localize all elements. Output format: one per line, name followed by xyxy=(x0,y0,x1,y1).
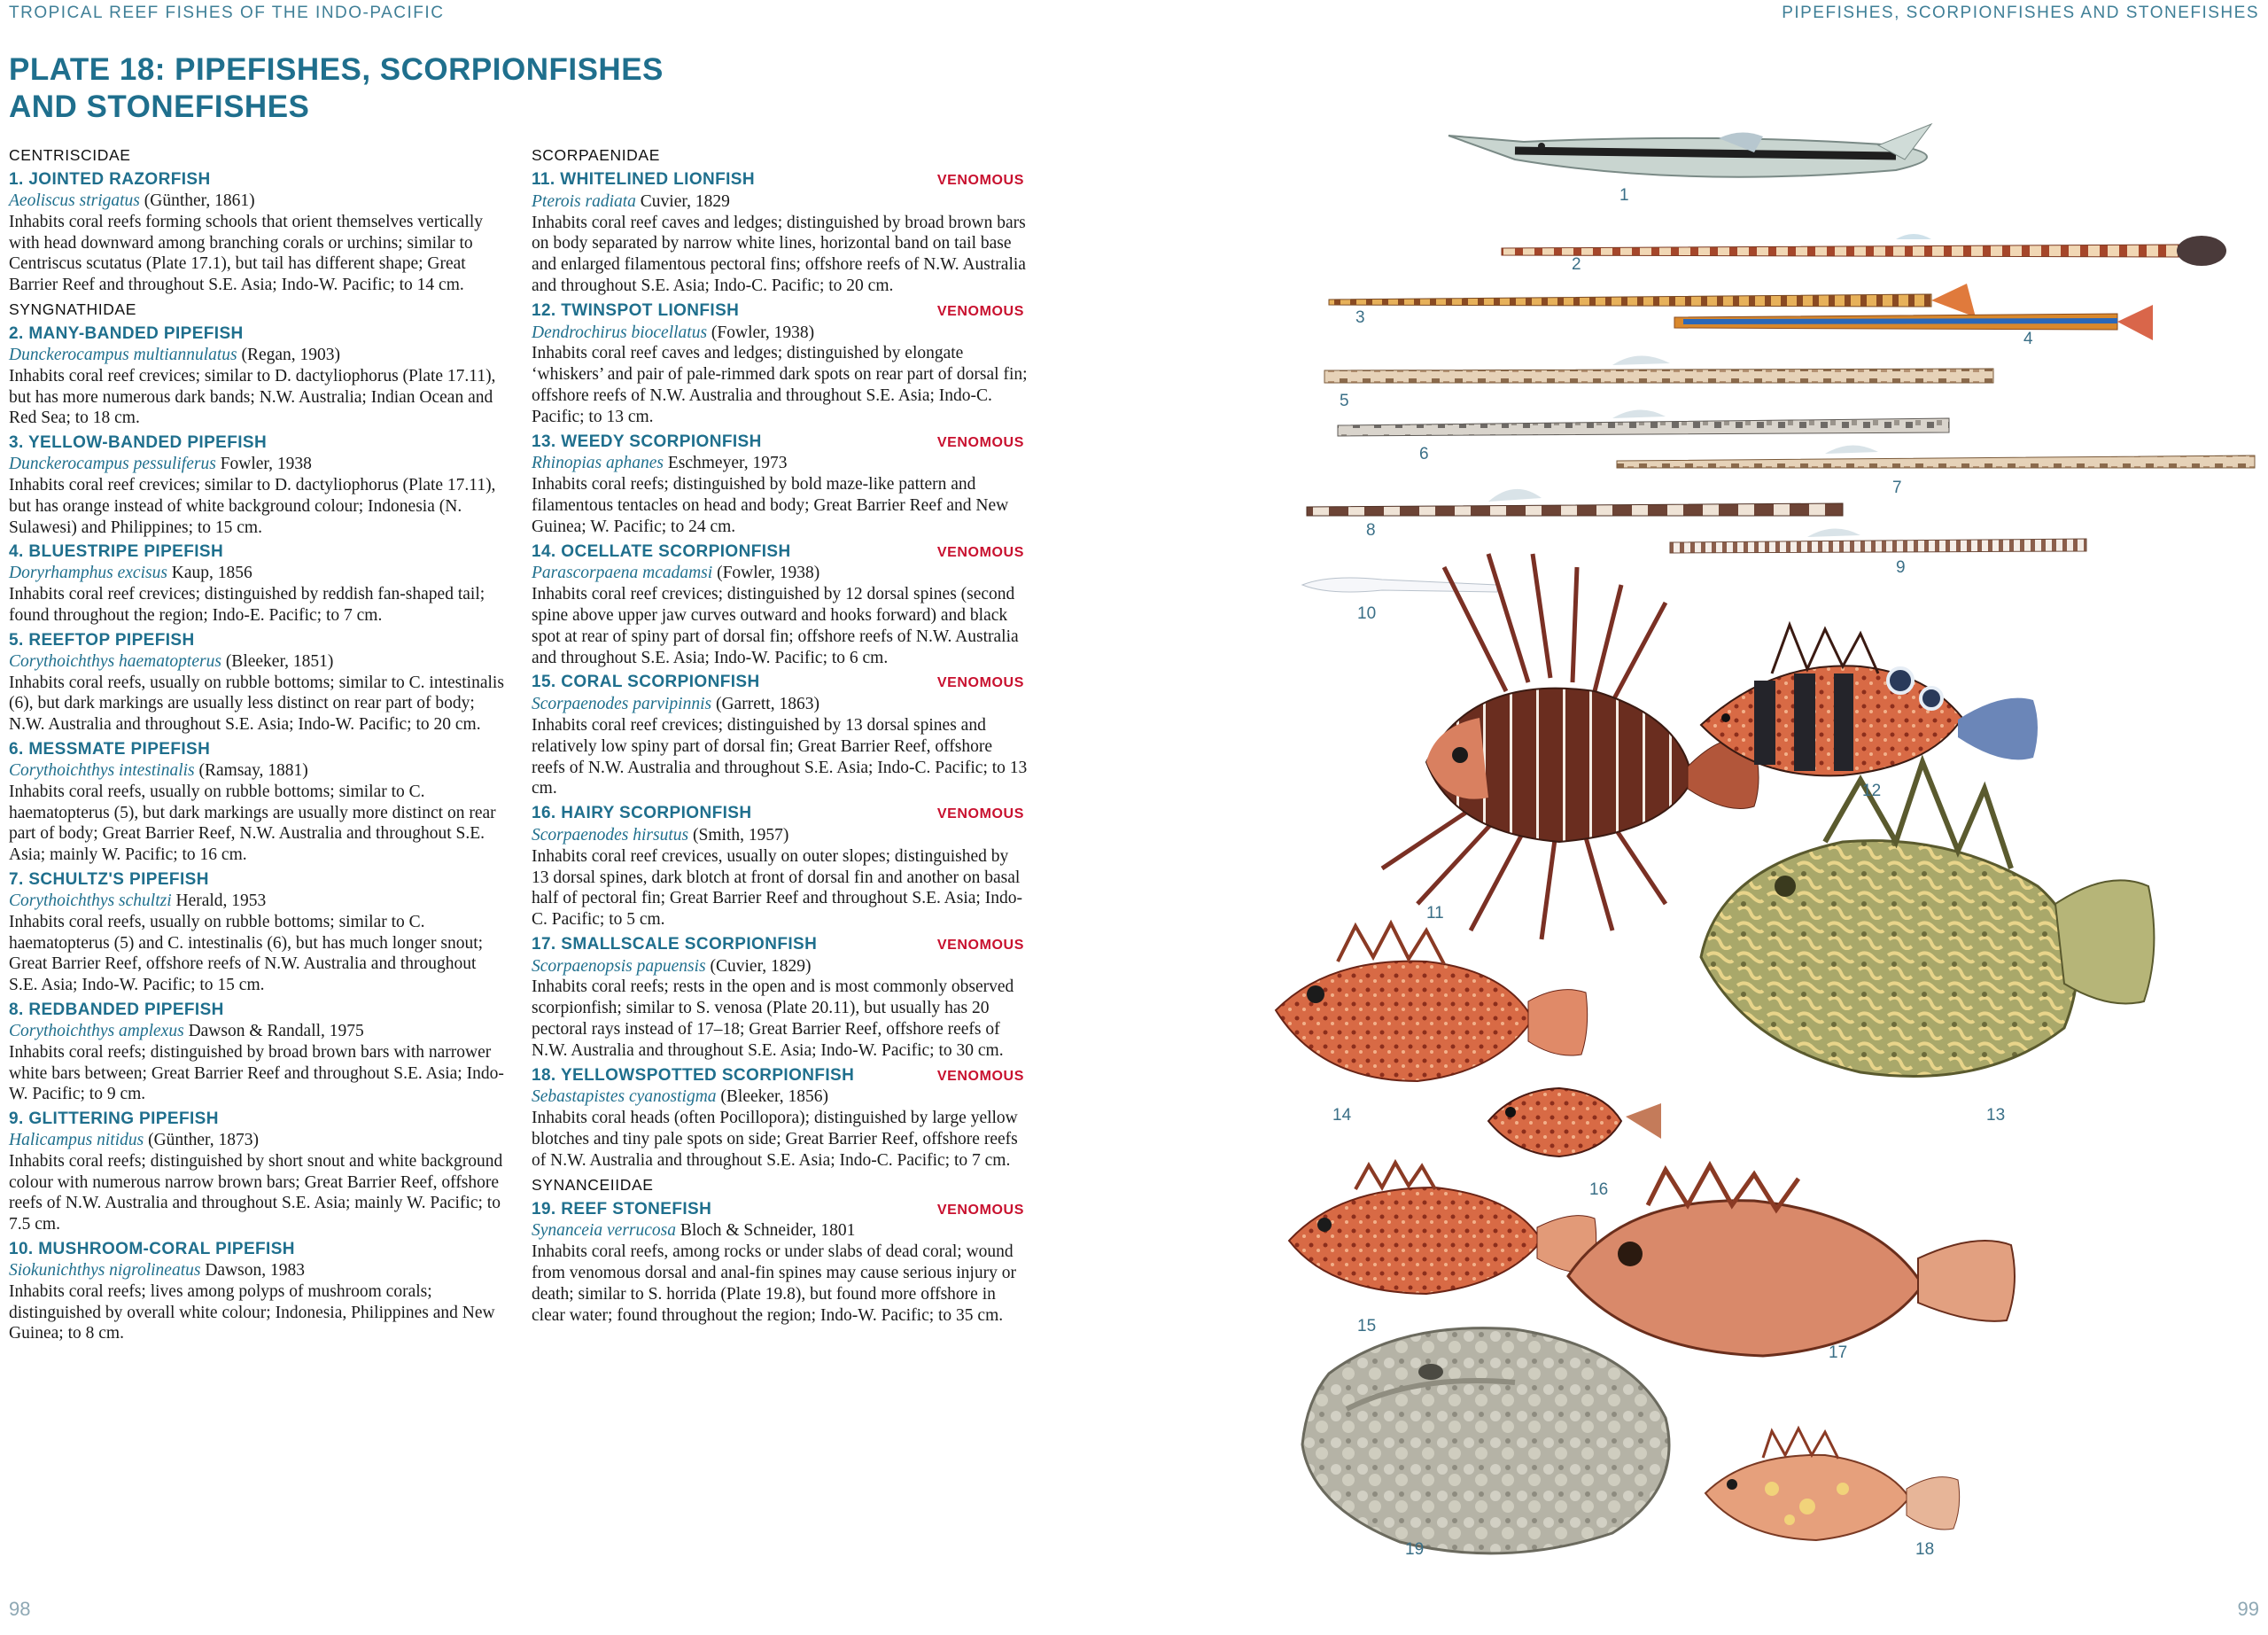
species-entry xyxy=(9,629,507,736)
species-name: 4. BLUESTRIPE PIPEFISH xyxy=(9,542,224,562)
illustration-plate xyxy=(1223,106,2268,1586)
species-entry xyxy=(9,432,507,538)
figure-number: 4 xyxy=(2023,330,2033,348)
species-entry xyxy=(9,168,507,296)
fish-reeftop-pipefish xyxy=(1324,355,1993,383)
authority: Herald, 1953 xyxy=(171,891,267,910)
scientific-name: Rhinopias aphanes xyxy=(532,454,664,473)
species-description: Inhabits coral reefs; distinguished by broad brown bars with narrower white bars between; Great Barrier Reef and throughout S.E. Asia; Indo-W. Pacific; to 9 cm. xyxy=(9,1042,504,1104)
venomous-label: VENOMOUS xyxy=(936,937,1024,953)
figure-number: 13 xyxy=(1986,1106,2006,1125)
species-name: 3. YELLOW-BANDED PIPEFISH xyxy=(9,433,268,453)
scientific-name: Scorpaenodes parvipinnis xyxy=(532,695,712,714)
scientific-name: Siokunichthys nigrolineatus xyxy=(9,1261,201,1281)
venomous-label: VENOMOUS xyxy=(936,1202,1024,1218)
scientific-name: Dendrochirus biocellatus xyxy=(532,323,708,342)
page-number-left: 98 xyxy=(9,1598,31,1620)
species-name: 1. JOINTED RAZORFISH xyxy=(9,170,211,189)
figure-number: 10 xyxy=(1357,604,1377,623)
species-description: Inhabits coral reef crevices; similar to D. dactyliophorus (Plate 17.11), but has orange instead of white background colour; Indonesia (N. Sulawesi) and Philippines; to 15 cm. xyxy=(9,475,496,537)
figure-number: 12 xyxy=(1862,782,1882,800)
species-description: Inhabits coral reef crevices; distinguished by 13 dorsal spines and relatively low spiny part of dorsal fin; Great Barrier Reef, offshore reefs of N.W. Australia and throughout S.E. Asia; Indo-C. Pacific; to 13 cm. xyxy=(532,715,1028,798)
species-description: Inhabits coral heads (often Pocillopora); distinguished by large yellow blotches and tiny pale spots on side; Great Barrier Reef, offshore reefs of N.W. Australia and throughout S.E. Asia; Indo-C. Pacific; to 7 cm. xyxy=(532,1109,1018,1170)
figure-number: 7 xyxy=(1892,479,1902,497)
venomous-label: VENOMOUS xyxy=(936,675,1024,691)
authority: Dawson & Randall, 1975 xyxy=(183,1021,364,1040)
fish-hairy-scorpionfish xyxy=(1488,1088,1661,1156)
family-heading: CENTRISCIDAE xyxy=(9,146,131,164)
authority: (Regan, 1903) xyxy=(237,345,341,364)
fish-illustrations xyxy=(1223,106,2268,1586)
figure-number: 3 xyxy=(1355,308,1365,327)
fish-smallscale-scorpionfish xyxy=(1568,1165,2015,1356)
fish-glittering-pipefish xyxy=(1670,528,2086,553)
figure-number: 5 xyxy=(1340,392,1349,410)
species-entry xyxy=(532,300,1028,428)
plate-title: PLATE 18: PIPEFISHES, SCORPIONFISHES AND STONEFISHES xyxy=(9,52,664,124)
species-entry xyxy=(9,541,507,626)
venomous-label: VENOMOUS xyxy=(936,173,1024,188)
species-description: Inhabits coral reefs, usually on rubble bottoms; similar to C. intestinalis (6), but dark markings are usually less distinct on rear part of body; N.W. Australia and throughout S.E. Asia; Indo-W. Pacific; to 20 cm. xyxy=(9,673,504,735)
species-description: Inhabits coral reefs; lives among polyps of mushroom corals; distinguished by overall white colour; Indonesia, Philippines and New Guinea; to 8 cm. xyxy=(9,1281,495,1343)
authority: Dawson, 1983 xyxy=(200,1261,306,1281)
venomous-label: VENOMOUS xyxy=(936,1068,1024,1084)
species-name: 5. REEFTOP PIPEFISH xyxy=(9,630,195,650)
species-name: 14. OCELLATE SCORPIONFISH xyxy=(532,541,791,561)
figure-number: 18 xyxy=(1915,1540,1935,1559)
authority: (Fowler, 1938) xyxy=(707,323,815,342)
species-name: 10. MUSHROOM-CORAL PIPEFISH xyxy=(9,1240,295,1259)
species-name: 16. HAIRY SCORPIONFISH xyxy=(532,804,752,823)
scientific-name: Scorpaenopsis papuensis xyxy=(532,956,706,976)
species-name: 11. WHITELINED LIONFISH xyxy=(532,170,755,189)
venomous-label: VENOMOUS xyxy=(936,434,1024,450)
species-description: Inhabits coral reef caves and ledges; distinguished by elongate ‘whiskers’ and pair of pale-rimmed dark spots on rear part of dorsal fin; offshore reefs of N.W. Australia and throughout S.E. Asia; Indo-C. Pacific; to 13 cm. xyxy=(532,344,1028,426)
family-heading: SYNGNATHIDAE xyxy=(9,300,136,318)
species-name: 8. REDBANDED PIPEFISH xyxy=(9,1000,224,1019)
figure-number: 15 xyxy=(1357,1317,1377,1335)
species-entry xyxy=(9,738,507,866)
figure-number: 17 xyxy=(1829,1343,1848,1362)
species-name: 6. MESSMATE PIPEFISH xyxy=(9,739,211,759)
figure-number: 2 xyxy=(1572,255,1581,274)
fish-coral-scorpionfish xyxy=(1289,1163,1596,1294)
species-name: 15. CORAL SCORPIONFISH xyxy=(532,673,760,692)
species-description: Inhabits coral reefs; distinguished by short snout and white background colour with numerous narrow brown bars; Great Barrier Reef, offshore reefs of N.W. Australia and throughout S.E. Asia; mainly W. Pacific; to 7.5 cm. xyxy=(9,1151,503,1234)
authority: Eschmeyer, 1973 xyxy=(663,454,788,473)
species-description: Inhabits coral reefs forming schools that orient themselves vertically with head downward among branching corals or urchins; similar to Centriscus scutatus (Plate 17.1), but tail has different shape; Great Barrier Reef and throughout S.E. Asia; Indo-W. Pacific; to 14 cm. xyxy=(9,212,484,295)
species-entry xyxy=(9,1108,507,1235)
figure-number: 11 xyxy=(1426,904,1444,923)
fish-twinspot-lionfish xyxy=(1701,625,2038,775)
fish-ocellate-scorpionfish xyxy=(1276,923,1588,1081)
species-description: Inhabits coral reef caves and ledges; distinguished by broad brown bars on body separated by narrow white lines, horizontal band on tail base and enlarged filamentous pectoral fins; offshore reefs of N.W. Australia and throughout S.E. Asia; Indo-C. Pacific; to 20 cm. xyxy=(532,213,1026,295)
species-entry xyxy=(532,1198,1028,1327)
scientific-name: Halicampus nitidus xyxy=(9,1131,144,1150)
figure-number: 14 xyxy=(1332,1106,1352,1125)
fish-redbanded-pipefish xyxy=(1307,489,1843,516)
family-heading: SYNANCEIIDAE xyxy=(532,1175,654,1194)
authority: (Günther, 1861) xyxy=(139,191,255,210)
fish-yellowspotted-scorpionfish xyxy=(1705,1429,1960,1540)
page-number-right: 99 xyxy=(2237,1598,2259,1620)
authority: Fowler, 1938 xyxy=(215,455,312,474)
scientific-name: Dunckerocampus multiannulatus xyxy=(9,345,237,364)
species-entry xyxy=(9,999,507,1105)
running-head-left: TROPICAL REEF FISHES OF THE INDO-PACIFIC xyxy=(9,4,445,22)
scientific-name: Corythoichthys amplexus xyxy=(9,1021,184,1040)
figure-number: 1 xyxy=(1619,186,1629,205)
venomous-label: VENOMOUS xyxy=(936,544,1024,560)
species-description: Inhabits coral reefs, usually on rubble bottoms; similar to C. haematopterus (5) and C. intestinalis (6), but has much longer snout; Great Barrier Reef, offshore reefs of N.W. Australia and throughout S.E. Asia; Indo-W. Pacific; to 15 cm. xyxy=(9,912,484,995)
species-name: 19. REEF STONEFISH xyxy=(532,1199,712,1218)
fish-razorfish xyxy=(1449,124,1931,177)
scientific-name: Corythoichthys haematopterus xyxy=(9,651,221,671)
species-name: 7. SCHULTZ'S PIPEFISH xyxy=(9,869,209,889)
fish-reef-stonefish xyxy=(1302,1328,1669,1553)
figure-number: 19 xyxy=(1405,1540,1425,1559)
species-description: Inhabits coral reefs, usually on rubble bottoms; similar to C. haematopterus (5), but dark markings are usually more distinct on rear part of body; Great Barrier Reef, N.W. Australia and throughout S.E. Asia; mainly W. Pacific; to 16 cm. xyxy=(9,782,496,865)
fish-schultzs-pipefish xyxy=(1617,445,2255,468)
scientific-name: Corythoichthys intestinalis xyxy=(9,760,195,780)
family-heading: SCORPAENIDAE xyxy=(532,146,660,164)
figure-number: 8 xyxy=(1366,521,1376,540)
authority: (Bleeker, 1851) xyxy=(221,651,334,671)
scientific-name: Doryrhamphus excisus xyxy=(9,564,167,583)
fish-whitelined-lionfish xyxy=(1382,554,1759,939)
authority: (Günther, 1873) xyxy=(144,1131,259,1150)
species-entry xyxy=(532,431,1028,538)
species-name: 12. TWINSPOT LIONFISH xyxy=(532,300,740,320)
species-entry xyxy=(532,1064,1028,1172)
text-column-right xyxy=(532,142,1028,1326)
venomous-label: VENOMOUS xyxy=(936,303,1024,319)
scientific-name: Aeoliscus strigatus xyxy=(9,191,140,210)
fish-yellow-banded-pipefish xyxy=(1329,284,1976,317)
species-name: 13. WEEDY SCORPIONFISH xyxy=(532,432,762,451)
scientific-name: Synanceia verrucosa xyxy=(532,1221,676,1241)
species-entry xyxy=(9,868,507,996)
fish-weedy-scorpionfish xyxy=(1701,762,2154,1076)
running-head-right: PIPEFISHES, SCORPIONFISHES AND STONEFISHES xyxy=(1782,4,2259,22)
species-description: Inhabits coral reefs, among rocks or under slabs of dead coral; wound from venomous dorsal and anal-fin spines may cause serious injury or death; similar to S. horrida (Plate 19.8), but found more offshore in clear water; found throughout the region; Indo-W. Pacific; to 35 cm. xyxy=(532,1242,1016,1325)
authority: (Smith, 1957) xyxy=(688,825,789,845)
species-name: 9. GLITTERING PIPEFISH xyxy=(9,1109,219,1129)
species-description: Inhabits coral reef crevices; similar to D. dactyliophorus (Plate 17.11), but has more numerous dark bands; N.W. Australia; Indian Ocean and Red Sea; to 18 cm. xyxy=(9,366,496,428)
species-name: 2. MANY-BANDED PIPEFISH xyxy=(9,323,244,343)
species-entry xyxy=(532,168,1028,297)
species-name: 18. YELLOWSPOTTED SCORPIONFISH xyxy=(532,1065,855,1085)
species-description: Inhabits coral reef crevices, usually on outer slopes; distinguished by 13 dorsal spines, dark blotch at front of dorsal fin and another on basal half of pectoral fin; Great Barrier Reef and throughout S.E. Asia; Indo-C. Pacific; to 5 cm. xyxy=(532,846,1022,930)
scientific-name: Parascorpaena mcadamsi xyxy=(532,564,713,583)
text-column-left xyxy=(9,142,507,1344)
species-entry xyxy=(9,1238,507,1344)
scientific-name: Pterois radiata xyxy=(532,191,636,211)
authority: Bloch & Schneider, 1801 xyxy=(676,1221,856,1241)
authority: (Ramsay, 1881) xyxy=(194,760,308,780)
authority: Kaup, 1856 xyxy=(167,564,252,583)
fish-mushroom-coral-pipefish xyxy=(1302,578,1497,592)
species-description: Inhabits coral reefs; distinguished by bold maze-like pattern and filamentous tentacles on head and body; Great Barrier Reef and New Guinea; W. Pacific; to 24 cm. xyxy=(532,475,1009,536)
figure-number: 6 xyxy=(1419,445,1429,463)
authority: (Bleeker, 1856) xyxy=(716,1087,828,1107)
species-name: 17. SMALLSCALE SCORPIONFISH xyxy=(532,934,818,954)
authority: (Garrett, 1863) xyxy=(711,695,819,714)
venomous-label: VENOMOUS xyxy=(936,806,1024,822)
fish-messmate-pipefish xyxy=(1338,409,1949,436)
fish-many-banded-pipefish xyxy=(1502,234,2226,266)
scientific-name: Scorpaenodes hirsutus xyxy=(532,825,689,845)
species-description: Inhabits coral reef crevices; distinguished by reddish fan-shaped tail; found throughout the region; Indo-E. Pacific; to 7 cm. xyxy=(9,585,485,625)
scientific-name: Dunckerocampus pessuliferus xyxy=(9,455,216,474)
species-entry xyxy=(532,933,1028,1062)
authority: (Cuvier, 1829) xyxy=(705,956,812,976)
species-entry xyxy=(532,671,1028,799)
species-entry xyxy=(532,802,1028,930)
authority: (Fowler, 1938) xyxy=(712,564,820,583)
scientific-name: Corythoichthys schultzi xyxy=(9,891,172,910)
species-description: Inhabits coral reef crevices; distinguished by 12 dorsal spines (second spine above upper jaw curves outward and hooks forward) and black spot at rear of spiny part of dorsal fin; offshore reefs of N.W. Australia and throughout S.E. Asia; Indo-W. Pacific; to 6 cm. xyxy=(532,585,1019,667)
species-entry xyxy=(532,541,1028,669)
species-description: Inhabits coral reefs; rests in the open and is most commonly observed scorpionfish; similar to S. venosa (Plate 20.11), but usually has 20 pectoral rays instead of 17–18; Great Barrier Reef, offshore reefs of N.W. Australia and throughout S.E. Asia; Indo-W. Pacific; to 30 cm. xyxy=(532,977,1014,1060)
authority: Cuvier, 1829 xyxy=(635,191,730,211)
species-entry xyxy=(9,323,507,429)
figure-number: 9 xyxy=(1896,558,1906,577)
fish-bluestripe-pipefish xyxy=(1674,305,2153,340)
scientific-name: Sebastapistes cyanostigma xyxy=(532,1087,717,1107)
figure-number: 16 xyxy=(1589,1180,1609,1199)
